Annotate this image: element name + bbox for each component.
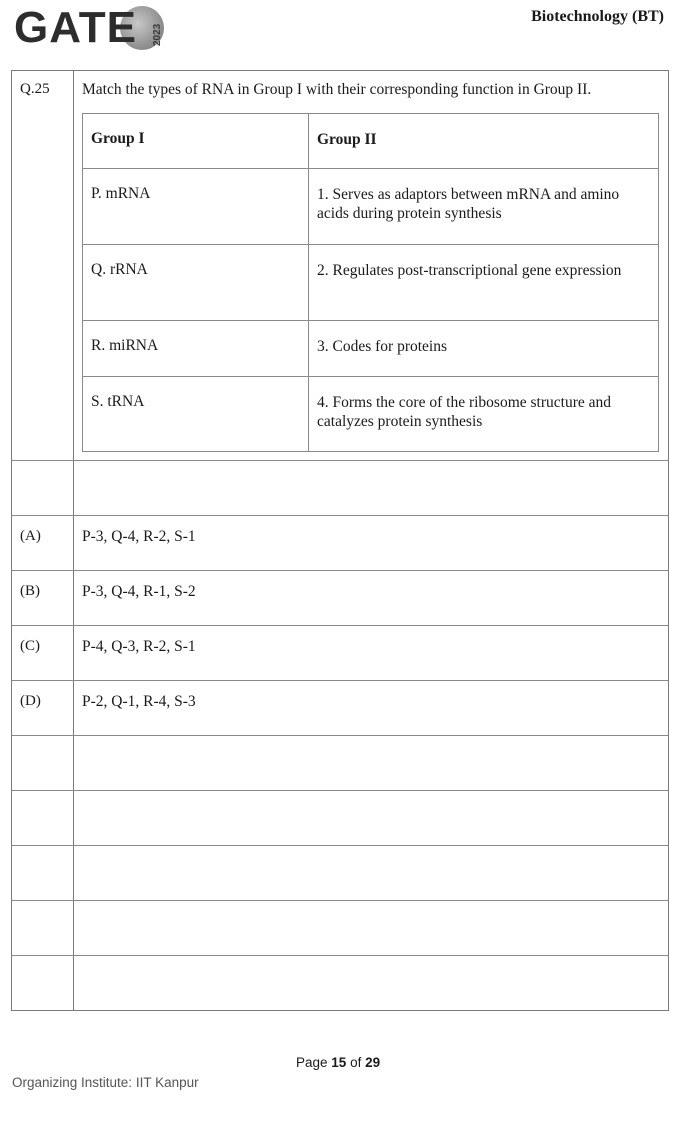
option-text: P-3, Q-4, R-2, S-1: [82, 528, 196, 545]
option-label: (C): [12, 626, 74, 680]
option-a[interactable]: [12, 515, 668, 570]
blank-cell: [74, 846, 668, 900]
page-prefix: Page: [296, 1055, 332, 1070]
blank-cell: [74, 791, 668, 845]
match-table-row: [83, 320, 658, 376]
subject-title: Biotechnology (BT): [531, 8, 664, 25]
blank-row: [12, 900, 668, 955]
group2-item: 1. Serves as adaptors between mRNA and amino acids during protein synthesis: [317, 186, 620, 222]
option-label: (B): [12, 571, 74, 625]
match-table-row: [83, 168, 658, 244]
header-group-1: Group I: [83, 114, 309, 168]
blank-row: [12, 735, 668, 790]
page-number: [296, 1055, 380, 1070]
option-text: P-2, Q-1, R-4, S-3: [82, 693, 196, 710]
blank-cell: [74, 461, 668, 515]
blank-cell: [12, 901, 74, 955]
page-total: 29: [365, 1055, 381, 1070]
header-group-2: Group II: [317, 131, 377, 148]
option-label: (A): [12, 516, 74, 570]
blank-row: [12, 955, 668, 1010]
question-table: [11, 70, 669, 1011]
blank-cell: [74, 736, 668, 790]
group1-item: S. tRNA: [83, 377, 309, 451]
page-current: 15: [331, 1055, 347, 1070]
option-text: P-3, Q-4, R-1, S-2: [82, 583, 196, 600]
blank-cell: [12, 846, 74, 900]
organizing-institute: Organizing Institute: IIT Kanpur: [12, 1075, 199, 1090]
gate-logo: [14, 3, 164, 52]
group1-item: P. mRNA: [83, 169, 309, 244]
question-number: Q.25: [12, 71, 74, 460]
group1-item: R. miRNA: [83, 321, 309, 376]
blank-cell: [12, 736, 74, 790]
blank-row: [12, 845, 668, 900]
logo-text: GATE: [14, 3, 137, 52]
group2-item: 2. Regulates post-transcriptional gene expression: [317, 262, 622, 279]
blank-row: [12, 790, 668, 845]
group1-item: Q. rRNA: [83, 245, 309, 320]
option-d[interactable]: [12, 680, 668, 735]
group2-item: 4. Forms the core of the ribosome structure and catalyzes protein synthesis: [317, 394, 611, 430]
question-stem: Match the types of RNA in Group I with their corresponding function in Group II.: [82, 81, 592, 98]
match-table-header: [83, 114, 658, 168]
match-table-row: [83, 376, 658, 451]
group2-item: 3. Codes for proteins: [317, 338, 448, 355]
blank-cell: [74, 956, 668, 1010]
logo-year: 2023: [152, 23, 163, 46]
blank-cell: [12, 791, 74, 845]
blank-cell: [12, 956, 74, 1010]
option-text: P-4, Q-3, R-2, S-1: [82, 638, 196, 655]
blank-cell: [74, 901, 668, 955]
blank-cell: [12, 461, 74, 515]
option-c[interactable]: [12, 625, 668, 680]
option-label: (D): [12, 681, 74, 735]
match-table: [82, 113, 659, 452]
option-b[interactable]: [12, 570, 668, 625]
question-row: [12, 71, 668, 460]
question-body: [74, 71, 668, 460]
blank-row: [12, 460, 668, 515]
page-of: of: [346, 1055, 366, 1070]
match-table-row: [83, 244, 658, 320]
